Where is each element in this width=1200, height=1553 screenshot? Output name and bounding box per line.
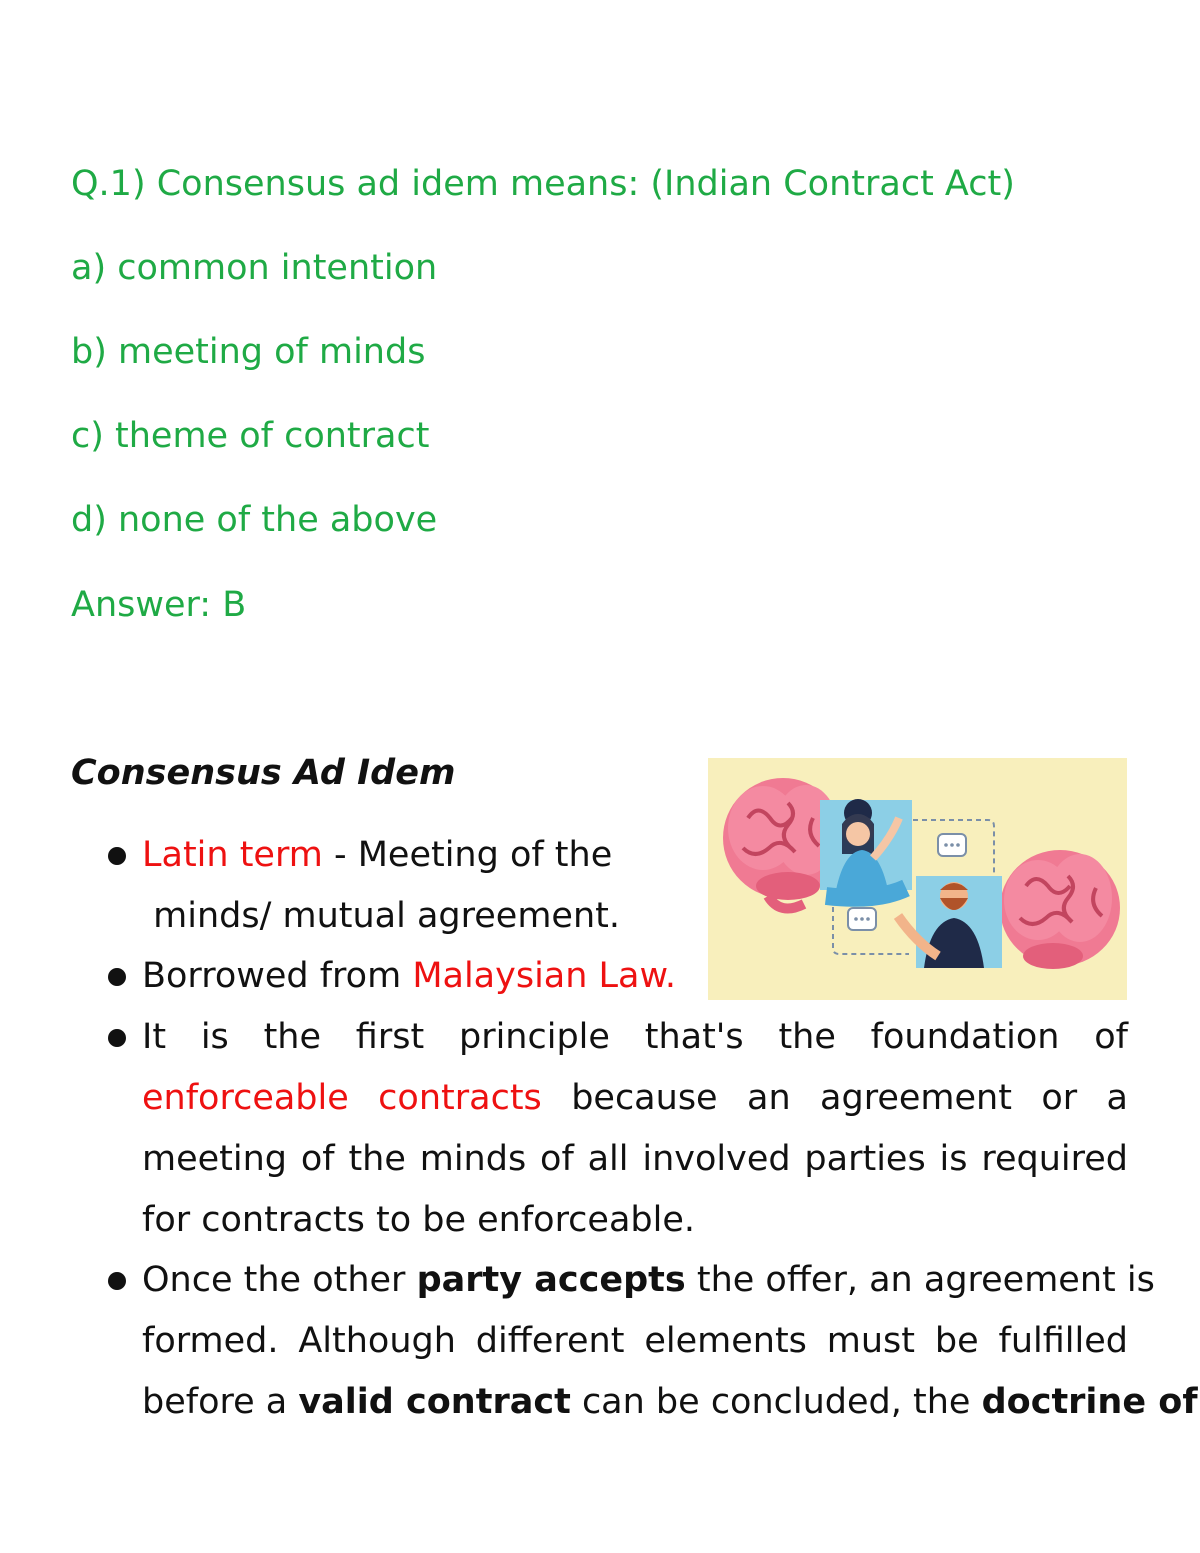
bullet-text: It is the first principle that's the foundation of enforceable contracts because an agreement or a meeting of the minds of all involved parties is required for contracts to be enforceable.: [142, 1017, 1128, 1240]
bullet-text: Latin term - Meeting of the minds/ mutual agreement.: [142, 835, 620, 936]
bullet-dot: [108, 1272, 126, 1290]
malaysian-law-label: Malaysian Law.: [412, 956, 677, 996]
option-c: c) theme of contract: [71, 416, 430, 456]
latin-term-label: Latin term: [142, 835, 323, 875]
chat-bubble-icon: [938, 834, 966, 856]
option-b: b) meeting of minds: [71, 332, 426, 372]
question-title: Q.1) Consensus ad idem means: (Indian Contract Act): [71, 164, 1015, 204]
woman-card: [820, 799, 912, 890]
bullet-dot: [108, 847, 126, 865]
section-heading: Consensus Ad Idem: [71, 753, 456, 793]
chat-bubble-icon: [848, 908, 876, 930]
illustration-svg: [708, 758, 1127, 1000]
enforceable-contracts-label: enforceable contracts: [142, 1078, 542, 1118]
option-d: d) none of the above: [71, 500, 438, 540]
bullet-text: Once the other party accepts the offer, an agreement is formed. Although different elements must be fulfilled before a valid contract can be concluded, the doctrine of: [142, 1260, 1198, 1422]
option-a: a) common intention: [71, 248, 438, 288]
meeting-of-minds-illustration: [708, 758, 1127, 1000]
right-brain-icon: [1000, 850, 1120, 969]
bullet-text: Borrowed from Malaysian Law.: [142, 956, 677, 996]
bullet-dot: [108, 968, 126, 986]
answer-line: Answer: B: [71, 585, 247, 625]
bullet-dot: [108, 1029, 126, 1047]
